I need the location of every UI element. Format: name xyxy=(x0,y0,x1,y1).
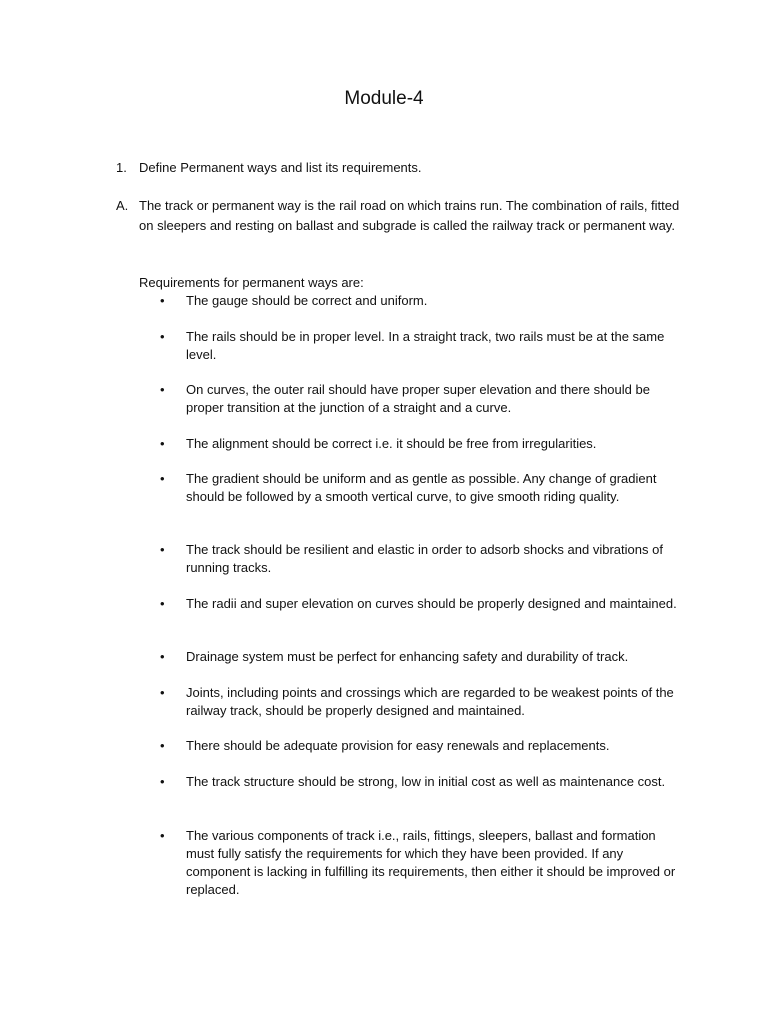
bullet-icon: • xyxy=(160,471,165,486)
bullet-icon: • xyxy=(160,542,165,557)
list-item-text: On curves, the outer rail should have proper super elevation and there should be proper transition at the junction of a straight and a curve. xyxy=(186,382,650,415)
bullet-icon: • xyxy=(160,828,165,843)
bullet-icon: • xyxy=(160,293,165,308)
list-item xyxy=(160,435,680,453)
list-item xyxy=(160,595,680,613)
list-item-text: The track should be resilient and elastic in order to adsorb shocks and vibrations of running tracks. xyxy=(186,542,663,575)
list-item-text: There should be adequate provision for easy renewals and replacements. xyxy=(186,738,610,753)
question-number: 1. xyxy=(116,160,127,175)
bullet-icon: • xyxy=(160,774,165,789)
list-item-text: Joints, including points and crossings which are regarded to be weakest points of the railway track, should be properly designed and maintained. xyxy=(186,685,674,718)
bullet-icon: • xyxy=(160,382,165,397)
answer-marker: A. xyxy=(116,198,129,213)
bullet-icon: • xyxy=(160,436,165,451)
list-item-text: The alignment should be correct i.e. it should be free from irregularities. xyxy=(186,436,597,451)
page-title: Module-4 xyxy=(344,88,424,109)
list-item xyxy=(160,328,680,364)
list-item xyxy=(160,827,680,899)
list-item-text: The radii and super elevation on curves should be properly designed and maintained. xyxy=(186,596,677,611)
list-item xyxy=(160,541,680,577)
list-item-text: The track structure should be strong, low in initial cost as well as maintenance cost. xyxy=(186,774,666,789)
list-item-text: The gauge should be correct and uniform. xyxy=(186,293,428,308)
list-item-text: The various components of track i.e., rails, fittings, sleepers, ballast and formation must fully satisfy the requirements for which they have been provided. If any component is lacking in fulfilling its requirements, then either it should be improved or replaced. xyxy=(186,828,676,897)
list-item xyxy=(160,648,680,666)
bullet-icon: • xyxy=(160,649,165,664)
answer-text: The track or permanent way is the rail road on which trains run. The combination of rails, fitted on sleepers and resting on ballast and subgrade is called the railway track or permanent way. xyxy=(139,198,680,233)
bullet-icon: • xyxy=(160,596,165,611)
list-item-text: The rails should be in proper level. In a straight track, two rails must be at the same level. xyxy=(186,329,665,362)
list-item xyxy=(160,381,680,417)
list-item xyxy=(160,773,680,791)
requirements-heading: Requirements for permanent ways are: xyxy=(139,275,364,290)
bullet-icon: • xyxy=(160,738,165,753)
question-text: Define Permanent ways and list its requirements. xyxy=(139,160,422,175)
list-item-text: Drainage system must be perfect for enhancing safety and durability of track. xyxy=(186,649,629,664)
list-item xyxy=(160,292,680,310)
list-item xyxy=(160,737,680,755)
list-item xyxy=(160,470,680,506)
bullet-icon: • xyxy=(160,685,165,700)
list-item-text: The gradient should be uniform and as gentle as possible. Any change of gradient should be followed by a smooth vertical curve, to give smooth riding quality. xyxy=(186,471,657,504)
bullet-icon: • xyxy=(160,329,165,344)
list-item xyxy=(160,684,680,720)
